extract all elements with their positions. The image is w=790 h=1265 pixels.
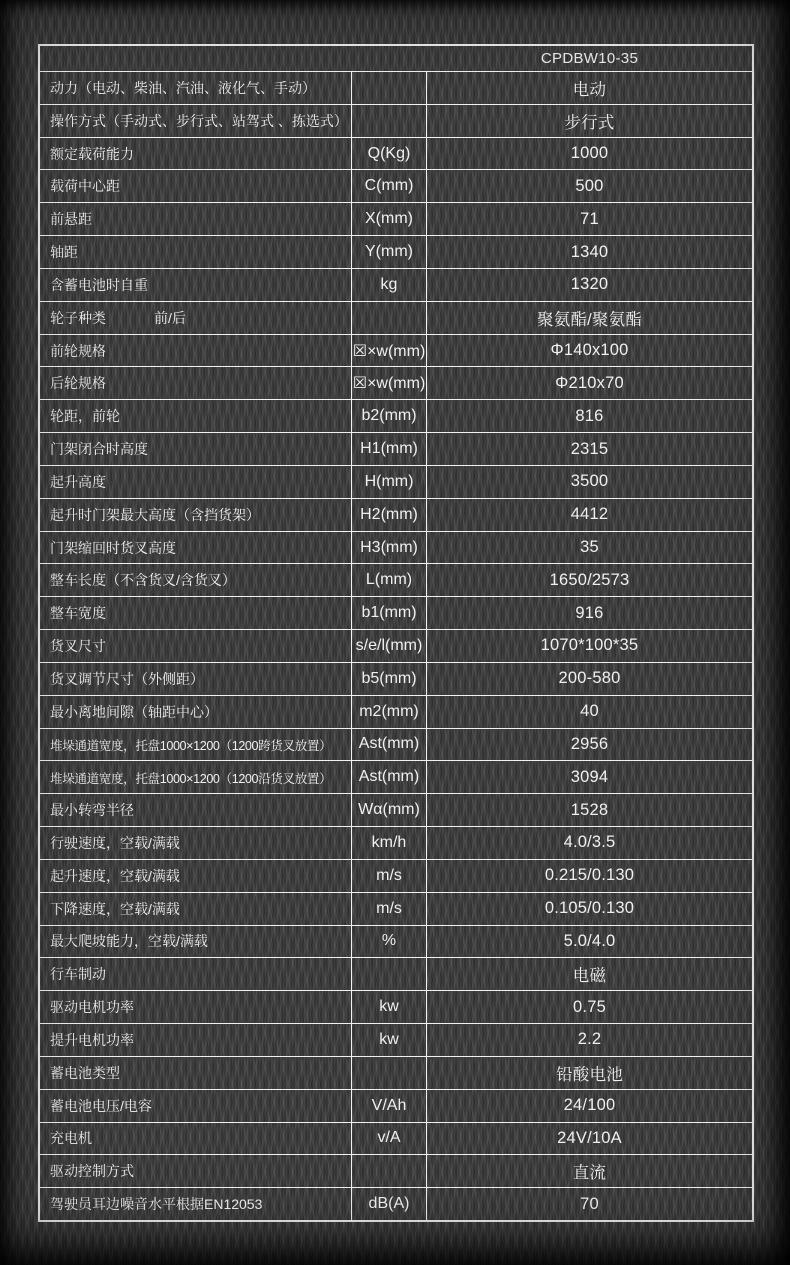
- spec-unit-cell: [352, 302, 427, 334]
- spec-value-cell: 电磁: [572, 967, 607, 986]
- table-row: [40, 1056, 752, 1089]
- spec-label-cell: [40, 564, 352, 596]
- spec-label-cell: [40, 367, 352, 399]
- spec-label-cell: [40, 761, 352, 793]
- spec-value-cell: 0.105/0.130: [544, 899, 635, 918]
- spec-unit-cell: ☒×w(mm): [352, 367, 427, 399]
- spec-value-cell: 步行式: [564, 113, 615, 132]
- table-row: [40, 465, 752, 498]
- spec-label: 充电机: [50, 1130, 92, 1147]
- spec-label-cell: [40, 400, 352, 432]
- spec-value-cell: 916: [575, 603, 604, 622]
- spec-table: [38, 44, 754, 1222]
- spec-value-cell: Φ210x70: [555, 373, 624, 392]
- spec-value-cell: 1650/2573: [549, 570, 630, 589]
- table-row: [40, 71, 752, 104]
- spec-label: 整车长度（不含货叉/含货叉）: [50, 572, 236, 589]
- spec-label: 行驶速度，空载/满载: [50, 834, 180, 851]
- table-row: [40, 826, 752, 859]
- spec-unit-cell: %: [352, 926, 427, 958]
- table-row: [40, 563, 752, 596]
- table-row: [40, 432, 752, 465]
- spec-value-cell: 1070*100*35: [540, 636, 639, 655]
- spec-label-cell: [40, 170, 352, 202]
- spec-label-cell: [40, 794, 352, 826]
- table-row: [40, 596, 752, 629]
- spec-label: 门架缩回时货叉高度: [50, 539, 176, 556]
- spec-unit-cell: Wα(mm): [352, 794, 427, 826]
- spec-unit-cell: km/h: [352, 827, 427, 859]
- spec-label-cell: [40, 335, 352, 367]
- spec-unit-cell: H2(mm): [352, 499, 427, 531]
- spec-label-cell: [40, 269, 352, 301]
- spec-label-cell: [40, 236, 352, 268]
- spec-label: 驱动电机功率: [50, 999, 134, 1016]
- spec-label: 最小转弯半径: [50, 802, 134, 819]
- spec-label: 含蓄电池时自重: [50, 276, 148, 293]
- spec-unit-cell: L(mm): [352, 564, 427, 596]
- spec-label-cell: [40, 1090, 352, 1122]
- spec-unit-cell: [352, 1057, 427, 1089]
- spec-value-cell: 4412: [570, 505, 609, 524]
- spec-unit-cell: b2(mm): [352, 400, 427, 432]
- spec-value-cell: 5.0/4.0: [563, 931, 616, 950]
- spec-value-cell: 200-580: [558, 669, 621, 688]
- spec-label: 动力（电动、柴油、汽油、液化气、手动）: [50, 79, 316, 96]
- spec-label-cell: [40, 433, 352, 465]
- spec-label: 轮距，前轮: [50, 408, 120, 425]
- spec-sublabel: 前/后: [154, 309, 186, 326]
- spec-value-cell: 0.75: [573, 997, 606, 1016]
- table-header-row: [40, 46, 752, 71]
- spec-label-cell: [40, 630, 352, 662]
- spec-unit-cell: Ast(mm): [352, 729, 427, 761]
- table-row: [40, 990, 752, 1023]
- spec-label: 后轮规格: [50, 375, 106, 392]
- spec-value-cell: 500: [575, 176, 604, 195]
- spec-unit-cell: X(mm): [352, 203, 427, 235]
- table-row: [40, 498, 752, 531]
- table-row: [40, 892, 752, 925]
- spec-label-cell: [40, 958, 352, 990]
- spec-label-cell: [40, 105, 352, 137]
- spec-value-cell: 铅酸电池: [556, 1065, 623, 1084]
- spec-unit-cell: dB(A): [352, 1188, 427, 1220]
- table-row: [40, 169, 752, 202]
- spec-label-cell: [40, 532, 352, 564]
- spec-value-cell: 70: [580, 1194, 599, 1213]
- spec-unit-cell: kw: [352, 1024, 427, 1056]
- spec-value-cell: 3500: [570, 472, 609, 491]
- spec-label-cell: [40, 991, 352, 1023]
- spec-unit-cell: C(mm): [352, 170, 427, 202]
- spec-label: 门架闭合时高度: [50, 441, 148, 458]
- spec-value-cell: 聚氨酯/聚氨酯: [537, 310, 642, 329]
- table-body: [40, 71, 752, 1220]
- spec-label: 货叉调节尺寸（外侧距）: [50, 670, 204, 687]
- spec-unit-cell: v/A: [352, 1123, 427, 1155]
- spec-value-cell: 24/100: [563, 1096, 616, 1115]
- table-row: [40, 334, 752, 367]
- spec-label-cell: [40, 729, 352, 761]
- spec-unit-cell: m/s: [352, 860, 427, 892]
- spec-label: 载荷中心距: [50, 178, 120, 195]
- spec-value-cell: 2315: [570, 439, 609, 458]
- spec-value-cell: 1000: [570, 144, 609, 163]
- spec-label: 蓄电池电压/电容: [50, 1097, 152, 1114]
- table-row: [40, 1023, 752, 1056]
- spec-unit-cell: H1(mm): [352, 433, 427, 465]
- spec-value-cell: 0.215/0.130: [544, 866, 635, 885]
- table-row: [40, 629, 752, 662]
- table-row: [40, 137, 752, 170]
- spec-label: 驾驶员耳边噪音水平根据EN12053: [50, 1196, 263, 1213]
- spec-unit-cell: [352, 1155, 427, 1187]
- spec-label-cell: [40, 302, 352, 334]
- spec-label-cell: [40, 597, 352, 629]
- table-row: [40, 957, 752, 990]
- model-code: CPDBW10-35: [540, 50, 639, 67]
- spec-value-cell: 816: [575, 406, 604, 425]
- table-row: [40, 859, 752, 892]
- spec-unit-cell: kg: [352, 269, 427, 301]
- spec-label: 额定载荷能力: [50, 145, 134, 162]
- spec-label-cell: [40, 860, 352, 892]
- spec-label-cell: [40, 926, 352, 958]
- spec-value-cell: 71: [580, 209, 599, 228]
- spec-unit-cell: ☒×w(mm): [352, 335, 427, 367]
- spec-label-cell: [40, 203, 352, 235]
- spec-value-cell: 1320: [570, 275, 609, 294]
- spec-label: 前悬距: [50, 211, 92, 228]
- table-row: [40, 301, 752, 334]
- spec-label: 堆垛通道宽度，托盘1000×1200（1200跨货叉放置）: [50, 738, 332, 753]
- spec-unit-cell: s/e/l(mm): [352, 630, 427, 662]
- table-row: [40, 695, 752, 728]
- spec-unit-cell: [352, 958, 427, 990]
- spec-label-cell: [40, 72, 352, 104]
- spec-label: 堆垛通道宽度，托盘1000×1200（1200沿货叉放置）: [50, 771, 332, 786]
- table-row: [40, 104, 752, 137]
- spec-label: 操作方式（手动式、步行式、站驾式 、拣选式）: [50, 112, 348, 129]
- spec-label-cell: [40, 138, 352, 170]
- spec-unit-cell: Ast(mm): [352, 761, 427, 793]
- spec-label: 轴距: [50, 244, 78, 261]
- spec-value-cell: 2956: [570, 734, 609, 753]
- table-row: [40, 1089, 752, 1122]
- spec-unit-cell: kw: [352, 991, 427, 1023]
- spec-value-cell: 直流: [572, 1164, 607, 1183]
- spec-unit-cell: m2(mm): [352, 696, 427, 728]
- table-row: [40, 366, 752, 399]
- spec-label-cell: [40, 663, 352, 695]
- table-row: [40, 793, 752, 826]
- spec-label-cell: [40, 1123, 352, 1155]
- spec-unit-cell: H3(mm): [352, 532, 427, 564]
- spec-label-cell: [40, 466, 352, 498]
- spec-label: 提升电机功率: [50, 1031, 134, 1048]
- spec-label-cell: [40, 1024, 352, 1056]
- table-row: [40, 202, 752, 235]
- spec-unit-cell: V/Ah: [352, 1090, 427, 1122]
- spec-unit-cell: m/s: [352, 893, 427, 925]
- spec-value-cell: 35: [580, 538, 599, 556]
- spec-label: 轮子种类: [50, 309, 106, 326]
- spec-value-cell: 40: [580, 702, 599, 721]
- spec-value-cell: 1528: [570, 800, 609, 819]
- table-row: [40, 268, 752, 301]
- spec-label-cell: [40, 827, 352, 859]
- table-row: [40, 760, 752, 793]
- spec-unit-cell: Q(Kg): [352, 138, 427, 170]
- spec-unit-cell: [352, 105, 427, 137]
- spec-value-cell: 3094: [570, 767, 609, 786]
- table-row: [40, 1122, 752, 1155]
- table-row: [40, 531, 752, 564]
- table-row: [40, 1154, 752, 1187]
- spec-label-cell: [40, 1155, 352, 1187]
- spec-unit-cell: Y(mm): [352, 236, 427, 268]
- table-row: [40, 399, 752, 432]
- table-row: [40, 662, 752, 695]
- spec-label: 起升速度，空载/满载: [50, 867, 180, 884]
- table-row: [40, 925, 752, 958]
- spec-label: 行车制动: [50, 966, 106, 983]
- spec-value-cell: 2.2: [577, 1030, 602, 1049]
- spec-unit-cell: H(mm): [352, 466, 427, 498]
- spec-label: 驱动控制方式: [50, 1163, 134, 1180]
- spec-label: 下降速度，空载/满载: [50, 900, 180, 917]
- spec-unit-cell: b5(mm): [352, 663, 427, 695]
- spec-label: 起升高度: [50, 473, 106, 490]
- table-row: [40, 728, 752, 761]
- spec-label: 蓄电池类型: [50, 1064, 120, 1081]
- table-row: [40, 1187, 752, 1220]
- spec-value-cell: Φ140x100: [550, 341, 629, 360]
- spec-label: 整车宽度: [50, 605, 106, 622]
- spec-label: 前轮规格: [50, 342, 106, 359]
- spec-label-cell: [40, 893, 352, 925]
- spec-label-cell: [40, 696, 352, 728]
- spec-value-cell: 24V/10A: [557, 1128, 622, 1147]
- spec-label-cell: [40, 499, 352, 531]
- spec-unit-cell: [352, 72, 427, 104]
- spec-unit-cell: b1(mm): [352, 597, 427, 629]
- spec-value-cell: 电动: [572, 80, 607, 99]
- spec-label: 最大爬坡能力，空载/满载: [50, 933, 208, 950]
- spec-value-cell: 1340: [570, 242, 609, 261]
- spec-label: 起升时门架最大高度（含挡货架）: [50, 506, 260, 523]
- table-row: [40, 235, 752, 268]
- spec-label: 货叉尺寸: [50, 637, 106, 654]
- spec-label-cell: [40, 1188, 352, 1220]
- spec-value-cell: 4.0/3.5: [563, 833, 616, 852]
- spec-label-cell: [40, 1057, 352, 1089]
- spec-label: 最小离地间隙（轴距中心）: [50, 703, 218, 720]
